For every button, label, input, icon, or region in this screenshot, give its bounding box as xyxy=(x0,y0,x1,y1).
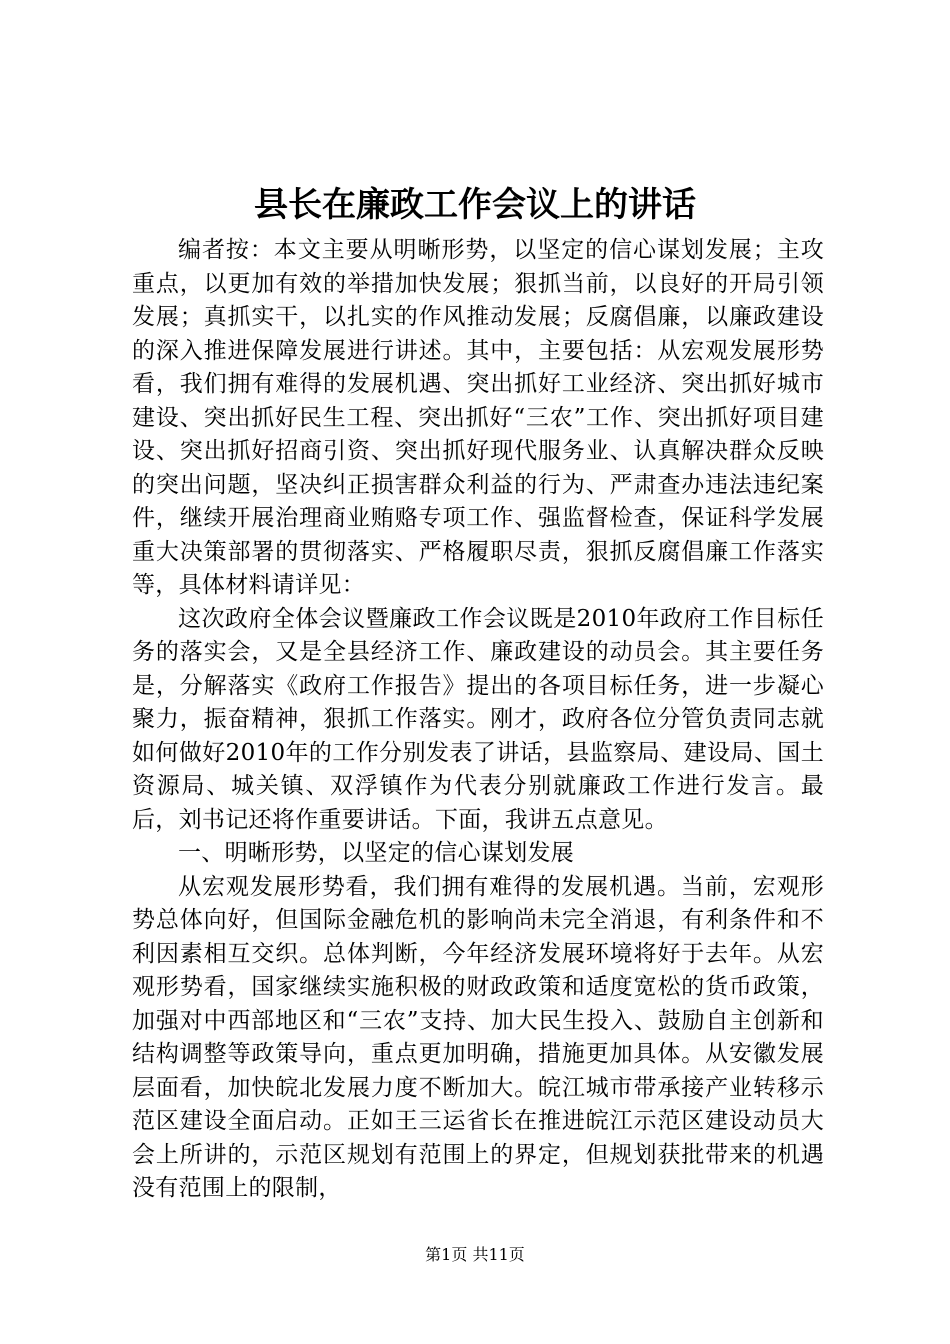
section-heading: 一、明晰形势，以坚定的信心谋划发展 xyxy=(178,840,575,866)
section-paragraph: 从宏观发展形势看，我们拥有难得的发展机遇。当前，宏观形势总体向好，但国际金融危机的影响尚未完全消退，有利条件和不利因素相互交织。总体判断，今年经济发展环境将好于去年。从宏观形势看，国家继续实施积极的财政政策和适度宽松的货币政策，加强对中西部地区和“三农”支持、加大民生投入、鼓励自主创新和结构调整等政策导向，重点更加明确，措施更加具体。从安徽发展层面看，加快皖北发展力度不断加大。皖江城市带承接产业转移示范区建设全面启动。正如王三运省长在推进皖江示范区建设动员大会上所讲的，示范区规划有范围上的界定，但规划获批带来的机遇没有范围上的限制， xyxy=(132,873,824,1201)
intro-paragraph: 这次政府全体会议暨廉政工作会议既是2010年政府工作目标任务的落实会，又是全县经济工作、廉政建设的动员会。其主要任务是，分解落实《政府工作报告》提出的各项目标任务，进一步凝心聚力，振奋精神，狠抓工作落实。刚才，政府各位分管负责同志就如何做好2010年的工作分别发表了讲话，县监察局、建设局、国土资源局、城关镇、双浮镇作为代表分别就廉政工作进行发言。最后，刘书记还将作重要讲话。下面，我讲五点意见。 xyxy=(132,605,824,833)
document-body xyxy=(132,234,824,1206)
editor-note-paragraph: 编者按：本文主要从明晰形势，以坚定的信心谋划发展；主攻重点，以更加有效的举措加快发展；狠抓当前，以良好的开局引领发展；真抓实干，以扎实的作风推动发展；反腐倡廉，以廉政建设的深入推进保障发展进行讲述。其中，主要包括：从宏观发展形势看，我们拥有难得的发展机遇、突出抓好工业经济、突出抓好城市建设、突出抓好民生工程、突出抓好“三农”工作、突出抓好项目建设、突出抓好招商引资、突出抓好现代服务业、认真解决群众反映的突出问题，坚决纠正损害群众利益的行为、严肃查办违法违纪案件，继续开展治理商业贿赂专项工作、强监督检查，保证科学发展重大决策部署的贯彻落实、严格履职尽责，狠抓反腐倡廉工作落实等，具体材料请详见： xyxy=(132,237,824,598)
page-footer: 第1页 共11页 xyxy=(425,1245,525,1264)
document-title: 县长在廉政工作会议上的讲话 xyxy=(254,185,696,225)
